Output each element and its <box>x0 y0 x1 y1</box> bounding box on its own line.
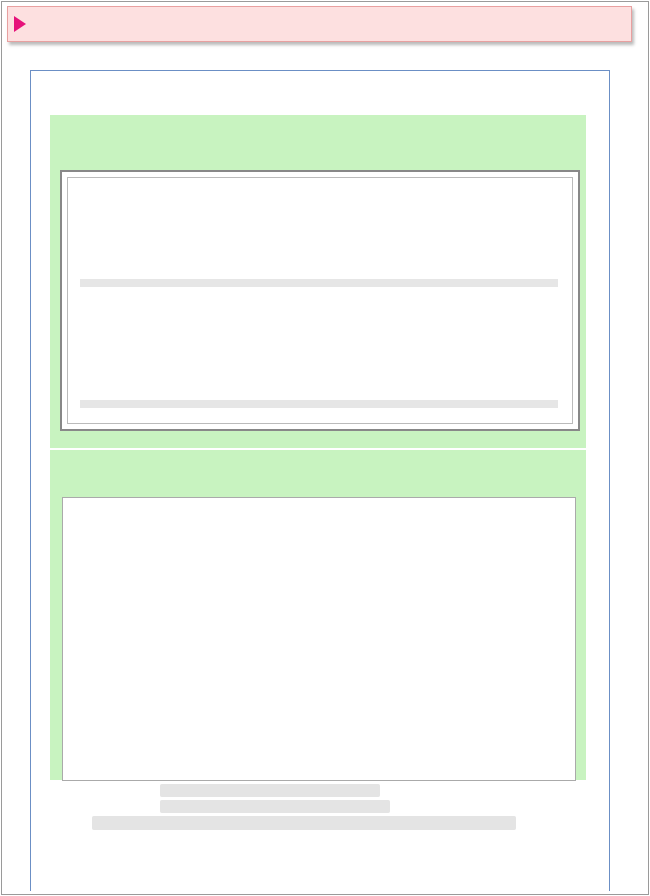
pie-charts <box>62 172 578 429</box>
share-map-panel <box>50 115 586 448</box>
share-legend <box>110 144 570 154</box>
triangle-icon <box>14 16 26 32</box>
bar-chart <box>63 498 575 780</box>
redacted-names-row-1 <box>80 279 558 287</box>
ranking-legend <box>110 479 570 489</box>
redacted-text <box>160 800 390 813</box>
pie-chart-area <box>60 170 580 431</box>
redacted-text <box>160 784 380 797</box>
bar-chart-area <box>62 497 576 781</box>
ranking-map-panel <box>50 450 586 780</box>
redacted-text <box>92 816 516 830</box>
banner <box>7 6 632 42</box>
redacted-names-row-2 <box>80 400 558 408</box>
